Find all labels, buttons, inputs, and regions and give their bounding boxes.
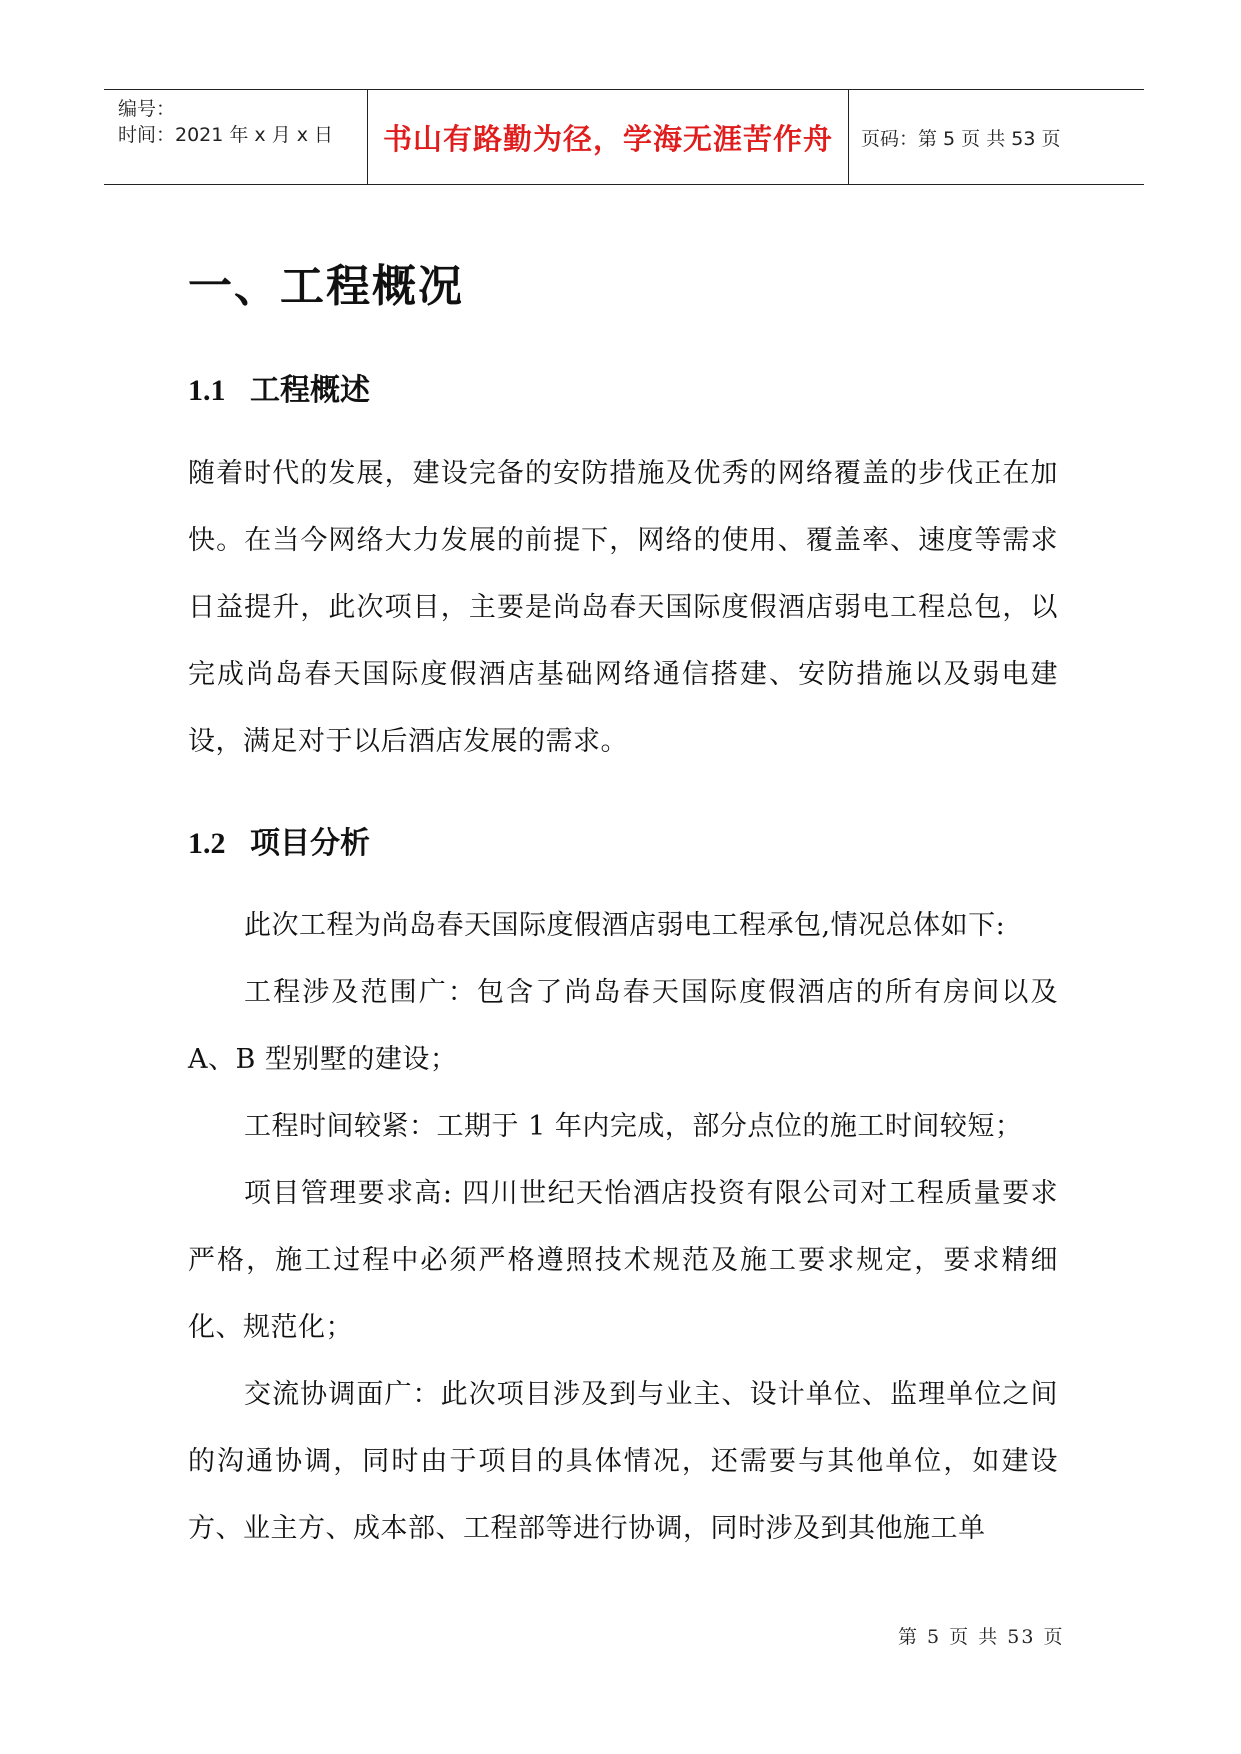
subsection-title: 工程概述 (250, 373, 370, 408)
subsection-number: 1.1 (188, 374, 226, 407)
section-title: 一、工程概况 (188, 261, 464, 312)
header-motto-cell (367, 90, 849, 184)
analysis-paragraph-1: 此次工程为尚岛春天国际度假酒店弱电工程承包,情况总体如下: (244, 910, 1006, 941)
header-page-cell (849, 90, 1144, 184)
header-info-cell (104, 90, 366, 184)
subsection-heading-1-1 (188, 365, 370, 409)
analysis-paragraph-5: 交流协调面广：此次项目涉及到与业主、设计单位、监理单位之间的沟通协调，同时由于项目的具体情况，还需要与其他单位，如建设方、业主方、成本部、工程部等进行协调，同时涉及到其他施工单 (188, 1379, 1058, 1544)
overview-paragraph: 随着时代的发展，建设完备的安防措施及优秀的网络覆盖的步伐正在加快。在当今网络大力发展的前提下，网络的使用、覆盖率、速度等需求日益提升，此次项目，主要是尚岛春天国际度假酒店弱电工程总包，以完成尚岛春天国际度假酒店基础网络通信搭建、安防措施以及弱电建设，满足对于以后酒店发展的需求。 (188, 458, 1058, 757)
subsection-number: 1.2 (188, 827, 226, 860)
subsection-heading-1-2 (188, 818, 370, 862)
motto-text: 书山有路勤为径，学海无涯苦作舟 (382, 121, 833, 156)
page-footer: 第 5 页 共 53 页 (898, 1626, 1065, 1648)
analysis-paragraph-2: 工程涉及范围广：包含了尚岛春天国际度假酒店的所有房间以及A、B 型别墅的建设； (188, 977, 1058, 1075)
analysis-paragraph-3: 工程时间较紧：工期于 1 年内完成，部分点位的施工时间较短； (244, 1111, 1023, 1142)
header-page-label: 页码：第 5 页 共 53 页 (861, 127, 1061, 150)
time-label: 时间：2021 年 x 月 x 日 (118, 124, 334, 146)
subsection-title: 项目分析 (250, 826, 370, 861)
document-header (104, 89, 1144, 185)
analysis-paragraph-4: 项目管理要求高: 四川世纪天怡酒店投资有限公司对工程质量要求严格，施工过程中必须严格遵照技术规范及施工要求规定，要求精细化、规范化； (188, 1178, 1058, 1343)
code-label: 编号： (118, 98, 176, 120)
